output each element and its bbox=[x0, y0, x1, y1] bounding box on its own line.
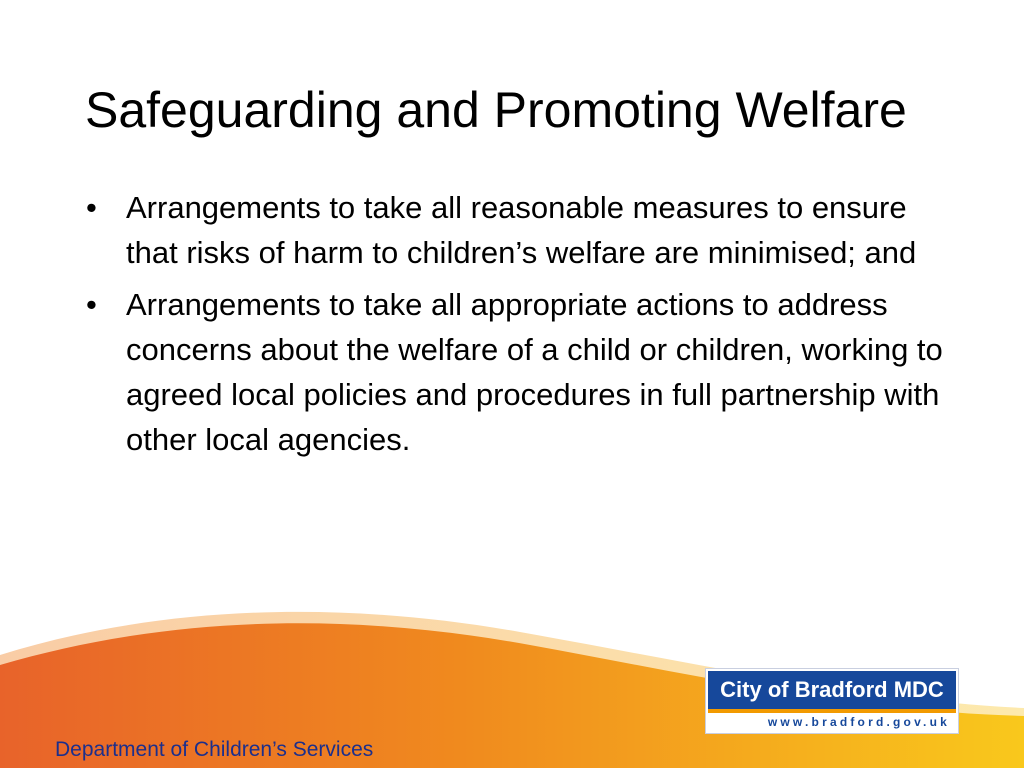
logo-name: City of Bradford MDC bbox=[720, 677, 944, 702]
bullet-text: Arrangements to take all appropriate actions to address concerns about the welfare of a child or children, working to agreed local policies and procedures in full partnership with other local agencies. bbox=[126, 287, 943, 457]
logo-banner bbox=[708, 671, 956, 713]
bullet-dot: • bbox=[86, 287, 97, 322]
bullet-text: Arrangements to take all reasonable measures to ensure that risks of harm to children’s welfare are minimised; and bbox=[126, 190, 917, 270]
bullet-dot: • bbox=[86, 190, 97, 225]
bullet-list bbox=[84, 185, 964, 469]
slide-title: Safeguarding and Promoting Welfare bbox=[85, 82, 907, 138]
logo-url: www.bradford.gov.uk bbox=[767, 715, 950, 729]
city-of-bradford-logo bbox=[705, 668, 959, 734]
bullet-item bbox=[84, 185, 964, 275]
department-footer: Department of Children’s Services bbox=[55, 738, 374, 761]
bullet-item bbox=[84, 282, 964, 462]
